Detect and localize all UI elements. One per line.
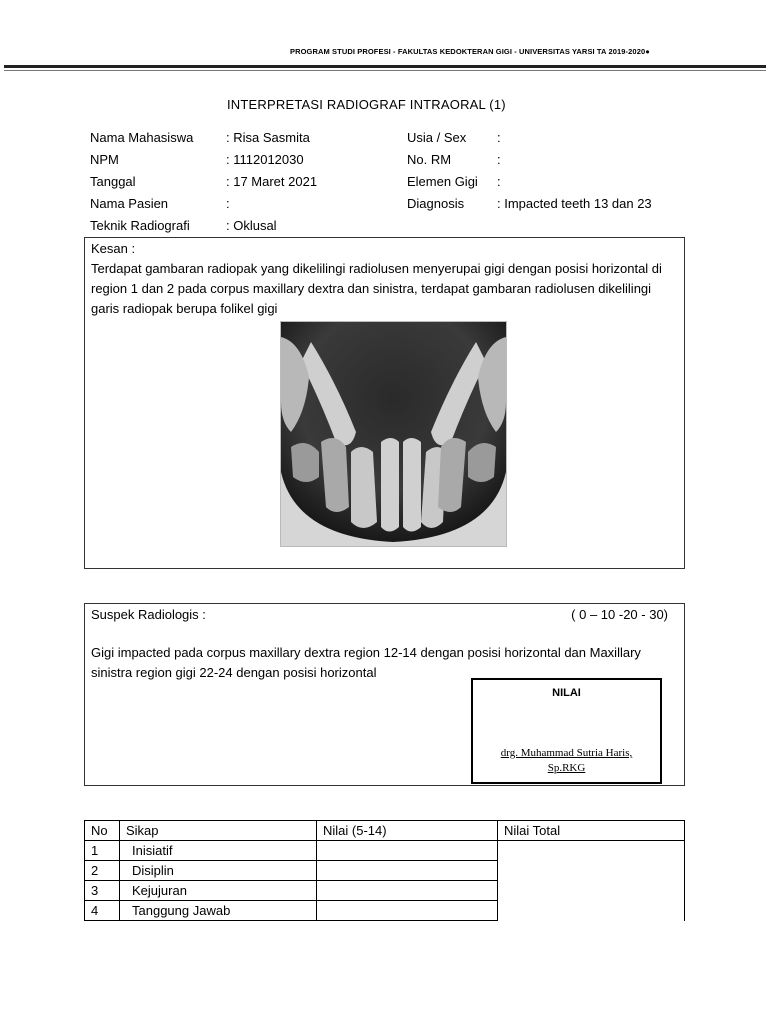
suspek-title: Suspek Radiologis : xyxy=(91,607,206,622)
nilai-box xyxy=(471,678,662,784)
row-no: 2 xyxy=(85,861,120,881)
info-left xyxy=(90,127,390,237)
header-rule-thick xyxy=(4,65,766,68)
header-no: No xyxy=(85,821,120,841)
info-label: Diagnosis xyxy=(407,196,465,211)
nilai-total-cell[interactable] xyxy=(498,841,685,921)
info-label: Nama Pasien xyxy=(90,196,169,211)
info-label: NPM xyxy=(90,152,119,167)
info-value: : xyxy=(497,174,501,189)
info-value: : Oklusal xyxy=(226,218,277,233)
kesan-title: Kesan : xyxy=(91,241,136,256)
info-label: Teknik Radiografi xyxy=(90,218,190,233)
signature-line-title: Sp.RKG xyxy=(547,762,586,774)
header-nilai: Nilai (5-14) xyxy=(317,821,498,841)
info-value: : Impacted teeth 13 dan 23 xyxy=(497,196,652,211)
header-sikap: Sikap xyxy=(120,821,317,841)
info-label: Elemen Gigi xyxy=(407,174,478,189)
row-nilai-cell[interactable] xyxy=(317,881,498,901)
kesan-box xyxy=(84,237,685,569)
info-value: : 17 Maret 2021 xyxy=(226,174,318,189)
info-right xyxy=(407,127,677,215)
row-sikap: Disiplin xyxy=(120,861,317,881)
suspek-text: Gigi impacted pada corpus maxillary dextra region 12-14 dengan posisi horizontal dan Maxillary sinistra region gigi 22-24 dengan posisi horizontal xyxy=(91,645,641,680)
nilai-title: NILAI xyxy=(552,687,581,699)
info-value: : 1112012030 xyxy=(226,152,304,167)
row-sikap: Kejujuran xyxy=(120,881,317,901)
document-title: INTERPRETASI RADIOGRAF INTRAORAL (1) xyxy=(227,97,506,112)
row-nilai-cell[interactable] xyxy=(317,861,498,881)
sikap-table xyxy=(84,820,685,921)
signature-line-name: drg. Muhammad Sutria Haris, xyxy=(500,747,633,759)
info-row-elemen-gigi xyxy=(407,171,677,193)
info-label: Nama Mahasiswa xyxy=(90,130,194,145)
row-no: 1 xyxy=(85,841,120,861)
suspek-range: ( 0 – 10 -20 - 30) xyxy=(571,607,668,622)
info-value: : xyxy=(497,152,501,167)
info-row-nama-mahasiswa xyxy=(90,127,390,149)
info-row-npm xyxy=(90,149,390,171)
kesan-text: Terdapat gambaran radiopak yang dikelilingi radiolusen menyerupai gigi dengan posisi horizontal di region 1 dan 2 pada corpus maxillary dextra dan sinistra, terdapat gambaran radiolusen dikelilingi garis radiopak berupa folikel gigi xyxy=(91,261,662,316)
radiograph-image xyxy=(280,321,507,547)
table-row xyxy=(85,841,685,861)
info-row-diagnosis xyxy=(407,193,677,215)
row-no: 4 xyxy=(85,901,120,921)
info-row-no-rm xyxy=(407,149,677,171)
row-no: 3 xyxy=(85,881,120,901)
info-row-tanggal xyxy=(90,171,390,193)
table-header-row xyxy=(85,821,685,841)
row-sikap: Tanggung Jawab xyxy=(120,901,317,921)
header-institution: PROGRAM STUDI PROFESI - FAKULTAS KEDOKTERAN GIGI - UNIVERSITAS YARSI TA 2019-2020● xyxy=(290,47,650,56)
suspek-box xyxy=(84,603,685,786)
info-label: Usia / Sex xyxy=(407,130,467,145)
info-row-usia-sex xyxy=(407,127,677,149)
info-label: Tanggal xyxy=(90,174,136,189)
header-rule-thin xyxy=(4,70,766,71)
row-sikap: Inisiatif xyxy=(120,841,317,861)
row-nilai-cell[interactable] xyxy=(317,841,498,861)
info-label: No. RM xyxy=(407,152,452,167)
info-value: : Risa Sasmita xyxy=(226,130,310,145)
row-nilai-cell[interactable] xyxy=(317,901,498,921)
info-value: : xyxy=(226,196,230,211)
info-row-teknik-radiografi xyxy=(90,215,390,237)
info-row-nama-pasien xyxy=(90,193,390,215)
info-value: : xyxy=(497,130,501,145)
examiner-signature xyxy=(473,746,660,776)
occlusal-radiograph xyxy=(281,322,506,546)
header-nilai-total: Nilai Total xyxy=(498,821,685,841)
